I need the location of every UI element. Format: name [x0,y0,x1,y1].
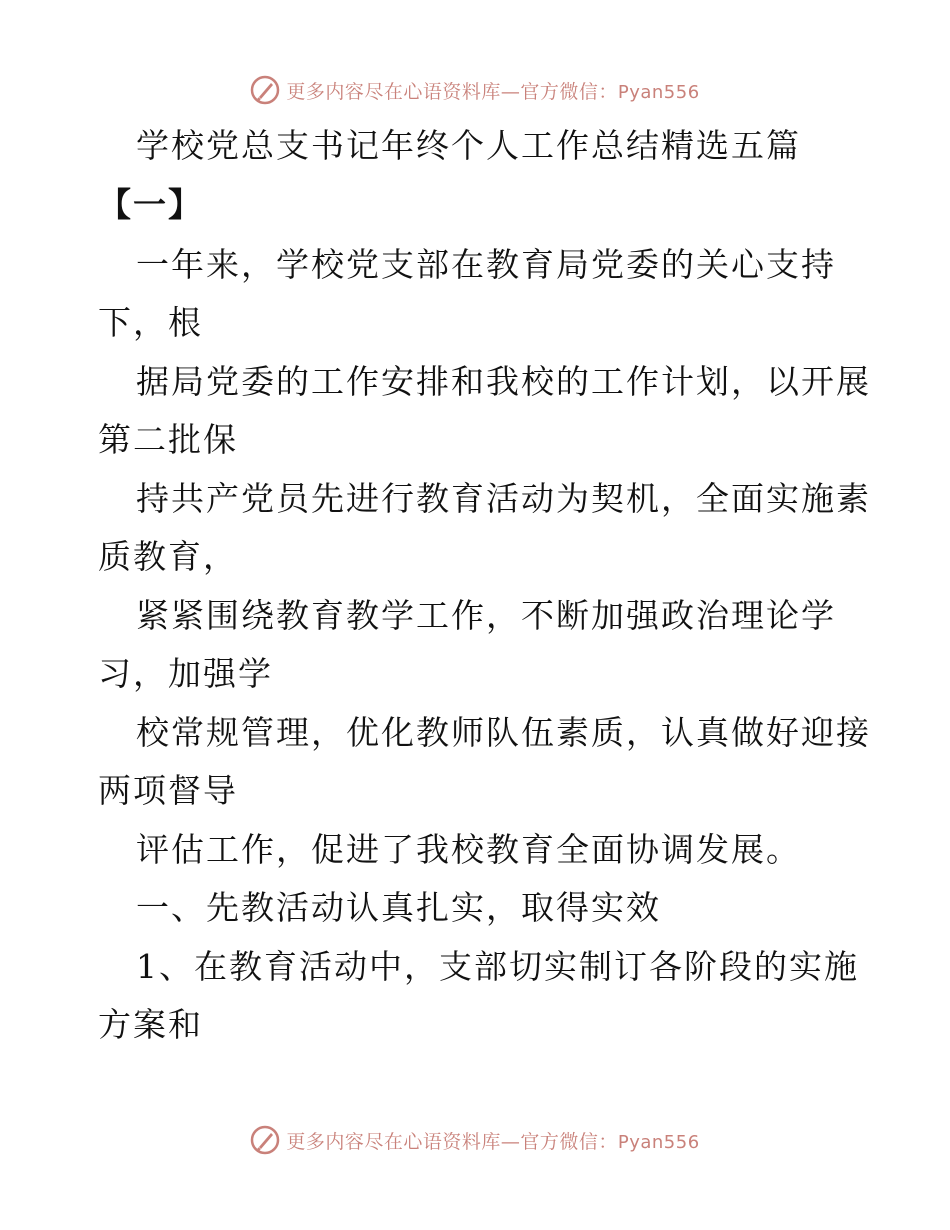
section-heading: 一、先教活动认真扎实，取得实效 [136,888,661,927]
paragraph-line: 第二批保 [98,420,238,459]
paragraph-line: 紧紧围绕教育教学工作，不断加强政治理论学 [136,596,836,635]
paragraph-line: 评估工作，促进了我校教育全面协调发展。 [136,830,801,869]
paragraph-line: 据局党委的工作安排和我校的工作计划，以开展 [136,362,871,401]
paragraph-line: 质教育， [98,537,238,576]
quill-pen-logo-icon [250,1125,280,1155]
paragraph-line: 下，根 [98,303,203,342]
document-title: 学校党总支书记年终个人工作总结精选五篇 [136,126,801,165]
watermark-banner-bottom [0,1120,950,1160]
paragraph-line: 两项督导 [98,771,238,810]
paragraph-line: 一年来，学校党支部在教育局党委的关心支持 [136,245,836,284]
watermark-text [286,1127,699,1154]
quill-pen-logo-icon [250,75,280,105]
watermark-banner-top [0,70,950,110]
watermark-wechat-id: Pyan556 [617,1131,700,1153]
paragraph-line: 校常规管理，优化教师队伍素质，认真做好迎接 [136,713,871,752]
section-marker: 【一】 [98,185,203,224]
watermark-site-text: 更多内容尽在心语资料库—官方微信： [286,80,618,103]
watermark-text [286,77,699,104]
paragraph-line: 习，加强学 [98,654,273,693]
paragraph-line: 1、在教育活动中，支部切实制订各阶段的实施 [136,947,859,986]
paragraph-line: 持共产党员先进行教育活动为契机，全面实施素 [136,479,871,518]
paragraph-line: 方案和 [98,1005,203,1044]
watermark-wechat-id: Pyan556 [617,81,700,103]
watermark-site-text: 更多内容尽在心语资料库—官方微信： [286,1130,618,1153]
